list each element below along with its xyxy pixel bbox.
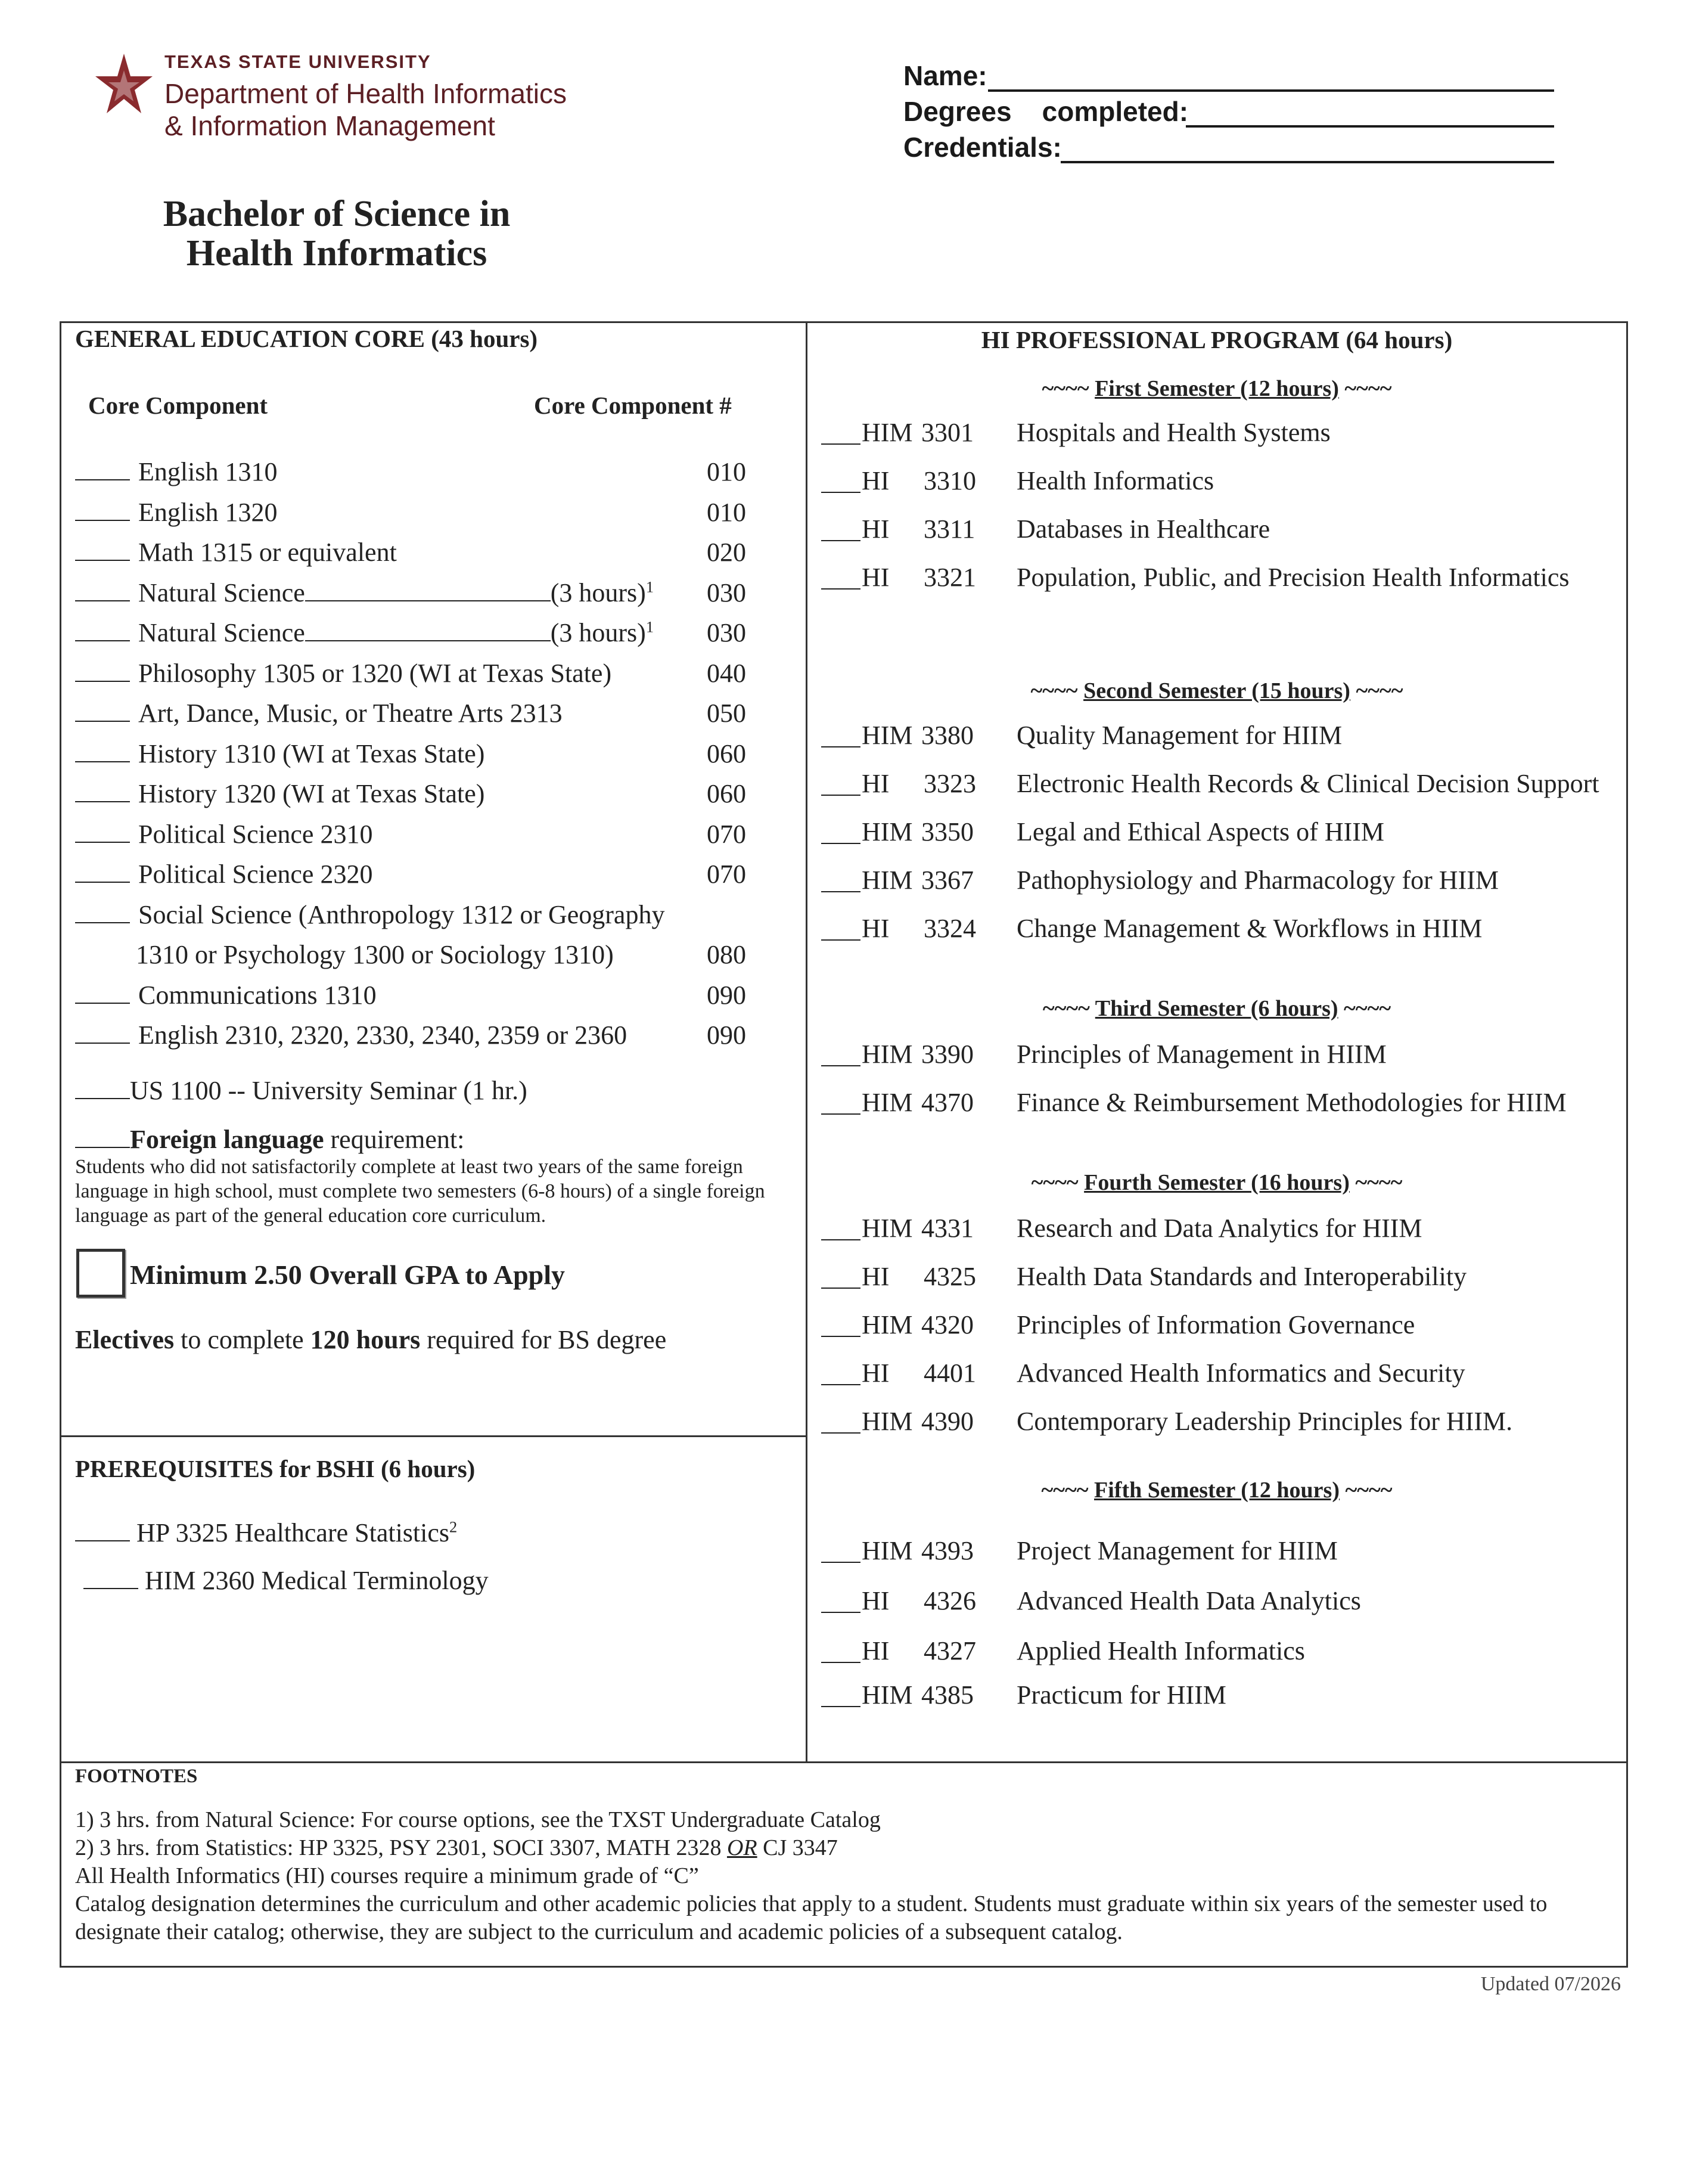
prereq-item-text: HIM 2360 Medical Terminology: [145, 1566, 489, 1595]
checkoff-blank[interactable]: [821, 1336, 860, 1337]
tilde-decoration: ~~~~: [1355, 1170, 1403, 1195]
footnote-1: 1) 3 hrs. from Natural Science: For course options, see the TXST Undergraduate Catalog: [75, 1807, 881, 1832]
course-name: Health Data Standards and Interoperability: [1017, 1262, 1467, 1291]
checkoff-blank[interactable]: [821, 1662, 860, 1663]
tilde-decoration: ~~~~: [1356, 678, 1403, 703]
course-prefix: HIM: [862, 1040, 913, 1069]
semester-title-text: Fifth Semester (12 hours): [1094, 1478, 1340, 1503]
course-prefix: HI: [862, 1586, 890, 1615]
course-label: History 1310 (WI at Texas State): [138, 739, 485, 768]
checkoff-blank[interactable]: [821, 891, 860, 892]
core-component-number: 090: [707, 981, 746, 1010]
checkoff-blank[interactable]: [75, 981, 130, 1004]
semester-title-text: Third Semester (6 hours): [1095, 996, 1338, 1021]
course-label: English 1320: [138, 498, 278, 527]
course-name: Electronic Health Records & Clinical Decision Support: [1017, 769, 1599, 798]
core-component-number: 030: [707, 578, 746, 607]
tilde-decoration: ~~~~: [1042, 376, 1089, 401]
checkoff-blank[interactable]: [821, 1065, 860, 1066]
course-label: History 1320 (WI at Texas State): [138, 779, 485, 808]
course-prefix: HIM: [862, 817, 913, 846]
semester-title-text: Second Semester (15 hours): [1083, 678, 1350, 703]
semester-title-text: First Semester (12 hours): [1095, 376, 1339, 401]
hours-label: (3 hours): [550, 618, 646, 647]
course-number: 3350: [921, 817, 974, 846]
checkoff-blank[interactable]: [75, 860, 130, 883]
checkoff-blank[interactable]: [821, 492, 860, 493]
course-name: Advanced Health Informatics and Security: [1017, 1358, 1465, 1388]
prereq-item: [83, 1565, 489, 1596]
tilde-decoration: ~~~~: [1345, 1478, 1393, 1503]
course-name: Hospitals and Health Systems: [1017, 418, 1331, 447]
course-prefix: HI: [862, 1636, 890, 1665]
course-label: Political Science 2320: [138, 860, 373, 889]
course-number: 3324: [924, 914, 976, 943]
checkoff-blank[interactable]: [75, 820, 130, 843]
checkoff-blank[interactable]: [821, 443, 860, 445]
course-prefix: HIM: [862, 418, 913, 447]
gen-ed-row: [75, 658, 611, 688]
course-name: Legal and Ethical Aspects of HIIM: [1017, 817, 1385, 846]
updated-date: Updated 07/2026: [1480, 1973, 1621, 1995]
course-number: 4393: [921, 1536, 974, 1565]
core-component-number: 080: [707, 940, 746, 969]
gpa-checkbox[interactable]: [76, 1249, 125, 1298]
gen-ed-row: [75, 618, 654, 648]
core-component-number: 010: [707, 457, 746, 486]
course-choice-blank[interactable]: [305, 619, 551, 641]
department-name-line2: & Information Management: [164, 110, 495, 141]
course-number: 3310: [924, 466, 976, 495]
gen-ed-row: [75, 778, 484, 809]
course-number: 4326: [924, 1586, 976, 1615]
semester-title-text: Fourth Semester (16 hours): [1084, 1170, 1350, 1195]
course-label: Political Science 2310: [138, 820, 373, 849]
gpa-requirement: Minimum 2.50 Overall GPA to Apply: [130, 1259, 566, 1290]
checkoff-blank[interactable]: [821, 540, 860, 541]
checkoff-blank[interactable]: [75, 1077, 130, 1099]
core-component-number: 040: [707, 659, 746, 688]
footnotes-heading: FOOTNOTES: [75, 1766, 198, 1787]
checkoff-blank[interactable]: [821, 795, 860, 796]
checkoff-blank[interactable]: [821, 1384, 860, 1385]
course-name: Quality Management for HIIM: [1017, 721, 1343, 750]
course-prefix: HI: [862, 1262, 890, 1291]
course-label: Math 1315 or equivalent: [138, 538, 397, 567]
course-name: Finance & Reimbursement Methodologies for HIIM: [1017, 1088, 1567, 1117]
footnote-2: [75, 1834, 838, 1862]
gen-ed-row: [75, 739, 484, 769]
checkoff-blank[interactable]: [75, 1125, 130, 1148]
core-component-number: 070: [707, 860, 746, 889]
checkoff-blank[interactable]: [821, 1432, 860, 1434]
foreign-language-row: [75, 1124, 464, 1155]
checkoff-blank[interactable]: [75, 579, 130, 601]
box-left-border: [60, 321, 61, 1968]
checkoff-blank[interactable]: [75, 740, 130, 762]
semester-title: [808, 678, 1626, 704]
course-prefix: HIM: [862, 1088, 913, 1117]
star-icon: [94, 52, 154, 118]
course-number: 4331: [921, 1214, 974, 1243]
box-top-border: [60, 321, 1628, 323]
course-number: 3323: [924, 769, 976, 798]
course-number: 3311: [924, 514, 975, 544]
gen-ed-row: [75, 698, 563, 728]
course-name: Change Management & Workflows in HIIM: [1017, 914, 1483, 943]
course-label: Social Science (Anthropology 1312 or Geography: [138, 900, 665, 929]
footnote-2-text: 2) 3 hrs. from Statistics: HP 3325, PSY 2301, SOCI 3307, MATH 2328: [75, 1835, 727, 1860]
prereq-item-text: HP 3325 Healthcare Statistics: [136, 1518, 450, 1547]
seminar-text: US 1100 -- University Seminar (1 hr.): [130, 1076, 527, 1105]
course-name: Project Management for HIIM: [1017, 1536, 1338, 1565]
course-number: 3301: [921, 418, 974, 447]
foreign-language-bold: Foreign language: [130, 1125, 324, 1154]
degree-title-line2: Health Informatics: [186, 233, 487, 274]
core-component-number: 090: [707, 1020, 746, 1050]
core-component-number: 060: [707, 739, 746, 768]
foreign-language-rest: requirement:: [324, 1125, 465, 1154]
checkoff-blank[interactable]: [75, 498, 130, 521]
foreign-language-note: Students who did not satisfactorily complete at least two years of the same foreign language in high school, must complete two semesters (6-8 hours) of a single foreign language as part of the general education core curriculum.: [75, 1156, 765, 1227]
electives-note: [75, 1324, 666, 1355]
seminar-row: [75, 1075, 527, 1106]
tilde-decoration: ~~~~: [1344, 376, 1392, 401]
course-label: English 1310: [138, 457, 278, 486]
electives-end: required for BS degree: [420, 1325, 667, 1354]
course-name: Advanced Health Data Analytics: [1017, 1586, 1361, 1615]
course-label: Art, Dance, Music, or Theatre Arts 2313: [138, 699, 563, 728]
name-field[interactable]: [988, 89, 1554, 92]
department-name-line1: Department of Health Informatics: [164, 78, 567, 109]
course-prefix: HIM: [862, 865, 913, 895]
course-prefix: HI: [862, 563, 890, 592]
semester-title: [808, 376, 1626, 402]
course-number: 4370: [921, 1088, 974, 1117]
course-number: 4320: [921, 1310, 974, 1339]
gen-ed-row: [75, 899, 664, 930]
tilde-decoration: ~~~~: [1030, 678, 1078, 703]
course-prefix: HI: [862, 514, 890, 544]
course-number: 4401: [924, 1358, 976, 1388]
tilde-decoration: ~~~~: [1344, 996, 1391, 1021]
course-name: Principles of Management in HIIM: [1017, 1040, 1387, 1069]
gen-ed-row: [136, 939, 614, 970]
electives-mid: to complete: [174, 1325, 310, 1354]
tilde-decoration: ~~~~: [1031, 1170, 1079, 1195]
checkoff-blank[interactable]: [821, 843, 860, 844]
course-prefix: HI: [862, 769, 890, 798]
gen-ed-row: [75, 859, 372, 889]
core-component-column-header: Core Component: [88, 392, 268, 419]
credentials-label: Credentials:: [903, 132, 1062, 163]
footnote-marker: 1: [645, 578, 654, 596]
course-number: 4390: [921, 1407, 974, 1436]
checkoff-blank[interactable]: [75, 619, 130, 641]
course-name: Databases in Healthcare: [1017, 514, 1270, 544]
course-number: 4327: [924, 1636, 976, 1665]
credentials-field[interactable]: [1061, 161, 1554, 163]
footnotes-divider: [60, 1761, 1628, 1763]
box-right-border: [1626, 321, 1628, 1968]
checkoff-blank[interactable]: [83, 1566, 138, 1589]
checkoff-blank[interactable]: [75, 538, 130, 561]
course-name: Health Informatics: [1017, 466, 1214, 495]
prereq-heading: PREREQUISITES for BSHI (6 hours): [75, 1455, 476, 1482]
semester-title: [808, 1477, 1626, 1503]
degree-title-line1: Bachelor of Science in: [163, 194, 511, 234]
checkoff-blank[interactable]: [821, 1706, 860, 1707]
checkoff-blank[interactable]: [75, 699, 130, 722]
checkoff-blank[interactable]: [75, 780, 130, 802]
checkoff-blank[interactable]: [821, 746, 860, 747]
name-label: Name:: [903, 60, 987, 91]
grade-requirement-note: All Health Informatics (HI) courses require a minimum grade of “C”: [75, 1863, 699, 1888]
core-number-column-header: Core Component #: [534, 392, 732, 419]
course-label: Natural Science: [138, 578, 305, 607]
course-prefix: HIM: [862, 1214, 913, 1243]
course-name: Contemporary Leadership Principles for HIIM.: [1017, 1407, 1513, 1436]
footnote-marker: 2: [449, 1518, 458, 1536]
core-component-number: 010: [707, 498, 746, 527]
gen-ed-row: [75, 578, 654, 608]
course-label: Philosophy 1305 or 1320 (WI at Texas State): [138, 659, 612, 688]
course-prefix: HIM: [862, 1680, 913, 1710]
course-number: 3367: [921, 865, 974, 895]
hours-label: (3 hours): [550, 578, 646, 607]
degree-title: [0, 194, 673, 273]
tilde-decoration: ~~~~: [1042, 996, 1090, 1021]
checkoff-blank[interactable]: [75, 458, 130, 480]
checkoff-blank[interactable]: [821, 1562, 860, 1563]
course-prefix: HI: [862, 466, 890, 495]
course-name: Applied Health Informatics: [1017, 1636, 1305, 1665]
footnote-2-or: OR: [726, 1835, 757, 1860]
course-number: 3321: [924, 563, 976, 592]
prereq-item: [75, 1518, 457, 1548]
degrees-completed-field[interactable]: [1186, 125, 1554, 128]
checkoff-blank[interactable]: [75, 901, 130, 923]
checkoff-blank[interactable]: [821, 1612, 860, 1613]
course-prefix: HI: [862, 1358, 890, 1388]
course-label: English 2310, 2320, 2330, 2340, 2359 or 2360: [138, 1020, 627, 1050]
prereq-divider: [60, 1435, 807, 1437]
gen-ed-row: [75, 457, 277, 487]
degrees-completed-label: Degrees completed:: [903, 96, 1189, 127]
course-number: 3380: [921, 721, 974, 750]
course-label: Communications 1310: [138, 981, 377, 1010]
electives-bold: Electives: [75, 1325, 175, 1354]
course-prefix: HIM: [862, 1310, 913, 1339]
semester-title: [808, 995, 1626, 1022]
core-component-number: 060: [707, 779, 746, 808]
gen-ed-row: [75, 1020, 627, 1050]
core-component-number: 030: [707, 618, 746, 647]
course-prefix: HI: [862, 914, 890, 943]
course-label: Natural Science: [138, 618, 305, 647]
checkoff-blank[interactable]: [821, 1239, 860, 1240]
semester-title: [808, 1169, 1626, 1196]
course-name: Research and Data Analytics for HIIM: [1017, 1214, 1422, 1243]
course-name: Population, Public, and Precision Health Informatics: [1017, 563, 1570, 592]
course-prefix: HIM: [862, 1536, 913, 1565]
checkoff-blank[interactable]: [821, 1113, 860, 1115]
course-name: Principles of Information Governance: [1017, 1310, 1415, 1339]
core-component-number: 050: [707, 699, 746, 728]
gen-ed-row: [75, 497, 277, 528]
course-prefix: HIM: [862, 721, 913, 750]
program-heading: HI PROFESSIONAL PROGRAM (64 hours): [981, 326, 1453, 353]
box-bottom-border: [60, 1966, 1628, 1968]
gen-ed-row: [75, 819, 372, 849]
footnote-marker: 1: [645, 618, 654, 636]
tilde-decoration: ~~~~: [1041, 1478, 1089, 1503]
university-name: TEXAS STATE UNIVERSITY: [164, 51, 431, 72]
course-prefix: HIM: [862, 1407, 913, 1436]
gen-ed-row: [75, 980, 377, 1010]
course-name: Pathophysiology and Pharmacology for HIIM: [1017, 865, 1499, 895]
checkoff-blank[interactable]: [75, 1519, 130, 1541]
gen-ed-heading: GENERAL EDUCATION CORE (43 hours): [75, 325, 538, 352]
course-number: 4325: [924, 1262, 976, 1291]
course-choice-blank[interactable]: [305, 579, 551, 601]
course-number: 3390: [921, 1040, 974, 1069]
checkoff-blank[interactable]: [821, 588, 860, 590]
checkoff-blank[interactable]: [75, 1021, 130, 1044]
course-label: 1310 or Psychology 1300 or Sociology 1310): [136, 940, 614, 969]
course-name: Practicum for HIIM: [1017, 1680, 1226, 1710]
core-component-number: 020: [707, 538, 746, 567]
core-component-number: 070: [707, 820, 746, 849]
checkoff-blank[interactable]: [821, 939, 860, 941]
checkoff-blank[interactable]: [75, 659, 130, 682]
checkoff-blank[interactable]: [821, 1288, 860, 1289]
column-divider: [806, 321, 807, 1763]
gen-ed-row: [75, 537, 397, 567]
footnote-2-end: CJ 3347: [757, 1835, 838, 1860]
catalog-note: Catalog designation determines the curriculum and other academic policies that apply to a student. Students must graduate within six years of the semester used to designate their catalog; otherwise, they are subject to the curriculum and academic policies of a subsequent catalog.: [75, 1891, 1548, 1944]
course-number: 4385: [921, 1680, 974, 1710]
electives-hours: 120 hours: [310, 1325, 421, 1354]
